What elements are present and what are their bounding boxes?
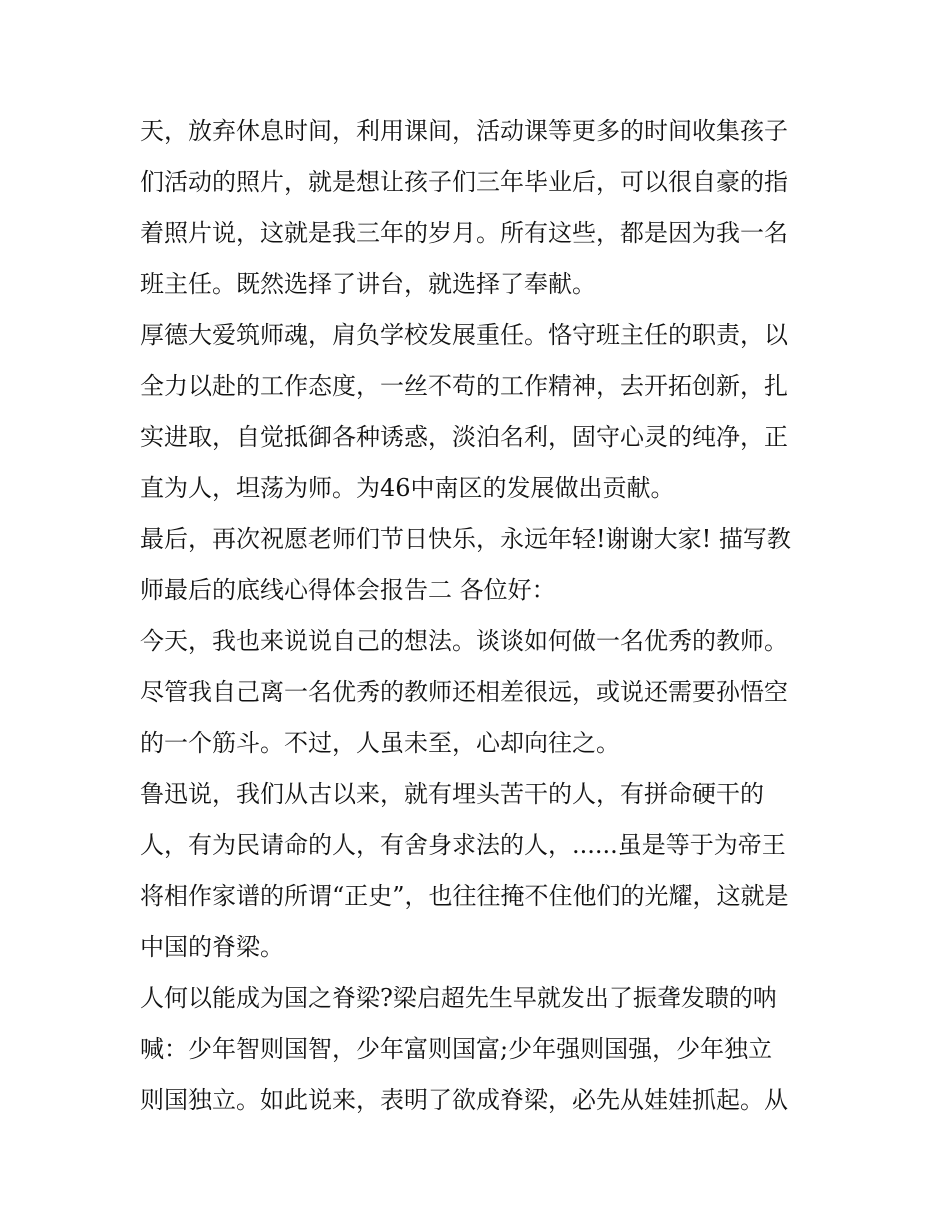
text-line: 人，有为民请命的人，有舍身求法的人，......虽是等于为帝王	[140, 831, 786, 859]
text-line: 尽管我自己离一名优秀的教师还相差很远，或说还需要孙悟空	[140, 678, 788, 706]
text-line: 师最后的底线心得体会报告二 各位好：	[140, 576, 556, 604]
text-line: 人何以能成为国之脊梁?梁启超先生早就发出了振聋发聩的呐	[140, 984, 777, 1012]
text-line: 天，放弃休息时间，利用课间，活动课等更多的时间收集孩子	[140, 117, 788, 145]
text-line: 则国独立。如此说来，表明了欲成脊梁，必先从娃娃抓起。从	[140, 1086, 788, 1114]
text-line: 实进取，自觉抵御各种诱惑，淡泊名利，固守心灵的纯净，正	[140, 423, 788, 451]
text-line: 喊：少年智则国智，少年富则国富;少年强则国强，少年独立	[140, 1035, 773, 1063]
text-line: 中国的脊梁。	[140, 933, 284, 961]
text-line: 最后，再次祝愿老师们节日快乐，永远年轻!谢谢大家! 描写教	[140, 525, 791, 553]
text-line: 着照片说，这就是我三年的岁月。所有这些，都是因为我一名	[140, 219, 788, 247]
text-line: 鲁迅说，我们从古以来，就有埋头苦干的人，有拼命硬干的	[140, 780, 764, 808]
text-line: 班主任。既然选择了讲台，就选择了奉献。	[140, 270, 596, 298]
text-line: 将相作家谱的所谓“正史”，也往往掩不住他们的光耀，这就是	[140, 882, 789, 910]
text-line: 今天，我也来说说自己的想法。谈谈如何做一名优秀的教师。	[140, 627, 788, 655]
text-line: 们活动的照片，就是想让孩子们三年毕业后，可以很自豪的指	[140, 168, 788, 196]
text-line: 厚德大爱筑师魂，肩负学校发展重任。恪守班主任的职责，以	[140, 321, 788, 349]
text-line: 直为人，坦荡为师。为46中南区的发展做出贡献。	[140, 474, 675, 502]
text-line: 的一个筋斗。不过，人虽未至，心却向往之。	[140, 729, 620, 757]
body-text	[140, 106, 820, 1126]
text-line: 全力以赴的工作态度，一丝不苟的工作精神，去开拓创新，扎	[140, 372, 788, 400]
